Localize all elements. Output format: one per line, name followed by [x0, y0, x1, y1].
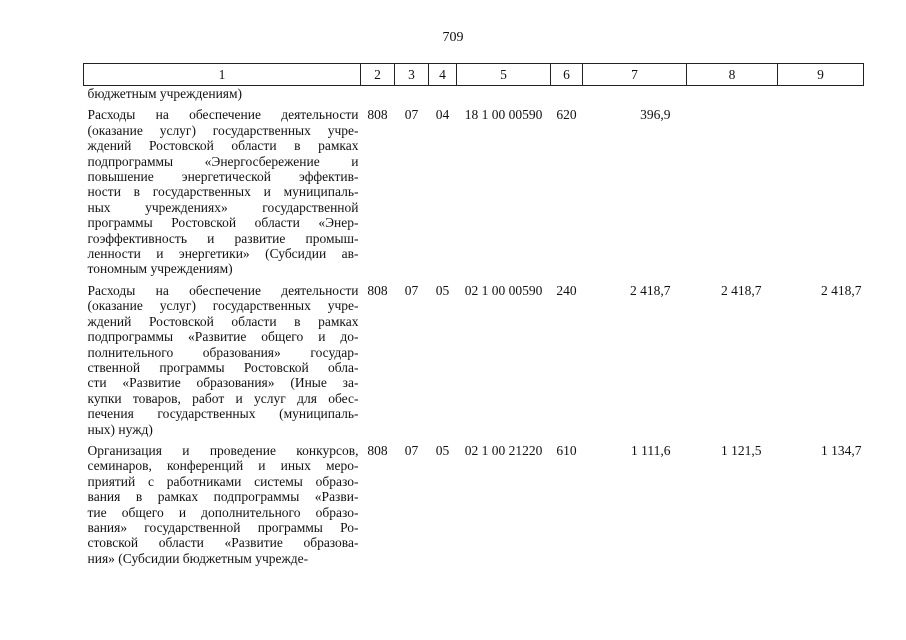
amount-year-3 [778, 86, 864, 104]
amount-year-1 [583, 86, 687, 104]
description-line: ственной программы Ростовской обла- [87, 359, 359, 375]
header-col-3: 3 [395, 64, 429, 86]
description-line: Расходы на обеспечение деятельности [87, 282, 359, 298]
target-article-code [457, 86, 551, 104]
description-line: тономным учреждениям) [87, 261, 233, 277]
description-line: ных) нужд) [87, 421, 153, 437]
ministry-code: 808 [367, 282, 388, 298]
target-article-code: 02 1 00 21220 [464, 442, 543, 458]
description-line: Организация и проведение конкурсов, [87, 442, 359, 458]
subsection-code [429, 86, 457, 104]
row-description [84, 283, 361, 439]
description-line: повышение энергетической эффектив- [87, 169, 359, 185]
ministry-code [361, 86, 395, 104]
description-line: ждений Ростовской области в рамках [87, 138, 359, 154]
description-line: ния» (Субсидии бюджетным учрежде- [87, 550, 309, 566]
description-line: ности в государственных и муниципаль- [87, 184, 359, 200]
description-line: сти «Развитие образования» (Иные за- [87, 375, 359, 391]
amount-year-2 [687, 107, 778, 278]
subsection-code: 04 [435, 107, 450, 123]
amount-year-3: 2 418,7 [821, 282, 862, 298]
amount-year-1: 396,9 [640, 107, 671, 123]
description-line: купки товаров, работ и услуг для обес- [87, 390, 359, 406]
page-number: 709 [442, 30, 464, 45]
amount-year-1: 1 111,6 [631, 442, 671, 458]
description-line: (оказание услуг) государственных учре- [87, 298, 359, 314]
section-code: 07 [404, 107, 419, 123]
header-col-8: 8 [687, 64, 778, 86]
row-description [84, 443, 361, 568]
description-line: гоэффективность и развитие промыш- [87, 230, 359, 246]
description-line: семинаров, конференций и иных меро- [87, 458, 359, 474]
amount-year-2: 2 418,7 [721, 282, 762, 298]
description-line: приятий с работниками системы образо- [87, 473, 359, 489]
header-col-9: 9 [778, 64, 864, 86]
amount-year-2 [687, 86, 778, 104]
section-code: 07 [404, 282, 419, 298]
table-row [84, 86, 864, 104]
description-line: ных учреждениях» государственной [87, 199, 359, 215]
description-line: программы Ростовской области «Энер- [87, 215, 359, 231]
header-col-1: 1 [84, 64, 361, 86]
table-row [84, 443, 864, 568]
description-line: тие общего и дополнительного образо- [87, 504, 359, 520]
header-col-4: 4 [429, 64, 457, 86]
header-col-6: 6 [551, 64, 583, 86]
expense-type-code: 610 [556, 442, 577, 458]
row-description [84, 107, 361, 278]
amount-year-1: 2 418,7 [630, 282, 671, 298]
ministry-code: 808 [367, 107, 388, 123]
description-line: подпрограммы «Энергосбережение и [87, 153, 359, 169]
amount-year-3 [778, 107, 864, 278]
description-line: стовской области «Развитие образова- [87, 535, 359, 551]
table-row [84, 107, 864, 278]
section-code [395, 86, 429, 104]
description-line: Расходы на обеспечение деятельности [87, 107, 359, 123]
budget-table-container [83, 63, 864, 568]
section-code: 07 [404, 442, 419, 458]
budget-table [83, 63, 864, 568]
description-line: подпрограммы «Развитие общего и до- [87, 329, 359, 345]
description-line: печения государственных (муниципаль- [87, 406, 359, 422]
subsection-code: 05 [435, 442, 450, 458]
expense-type-code: 620 [556, 107, 577, 123]
row-description [84, 86, 361, 104]
description-line: бюджетным учреждениям) [87, 86, 243, 101]
expense-type-code [551, 86, 583, 104]
table-row [84, 283, 864, 439]
target-article-code: 18 1 00 00590 [464, 107, 543, 123]
description-line: вания в рамках подпрограммы «Разви- [87, 489, 359, 505]
description-line: вания» государственной программы Ро- [87, 519, 359, 535]
amount-year-2: 1 121,5 [721, 442, 762, 458]
header-col-7: 7 [583, 64, 687, 86]
expense-type-code: 240 [556, 282, 577, 298]
header-col-2: 2 [361, 64, 395, 86]
ministry-code: 808 [367, 442, 388, 458]
description-line: (оказание услуг) государственных учре- [87, 122, 359, 138]
amount-year-3: 1 134,7 [821, 442, 862, 458]
description-line: ждений Ростовской области в рамках [87, 313, 359, 329]
description-line: полнительного образования» государ- [87, 344, 359, 360]
header-col-5: 5 [457, 64, 551, 86]
header-row [84, 64, 864, 86]
target-article-code: 02 1 00 00590 [464, 282, 543, 298]
description-line: ленности и энергетики» (Субсидии ав- [87, 246, 359, 262]
subsection-code: 05 [435, 282, 450, 298]
